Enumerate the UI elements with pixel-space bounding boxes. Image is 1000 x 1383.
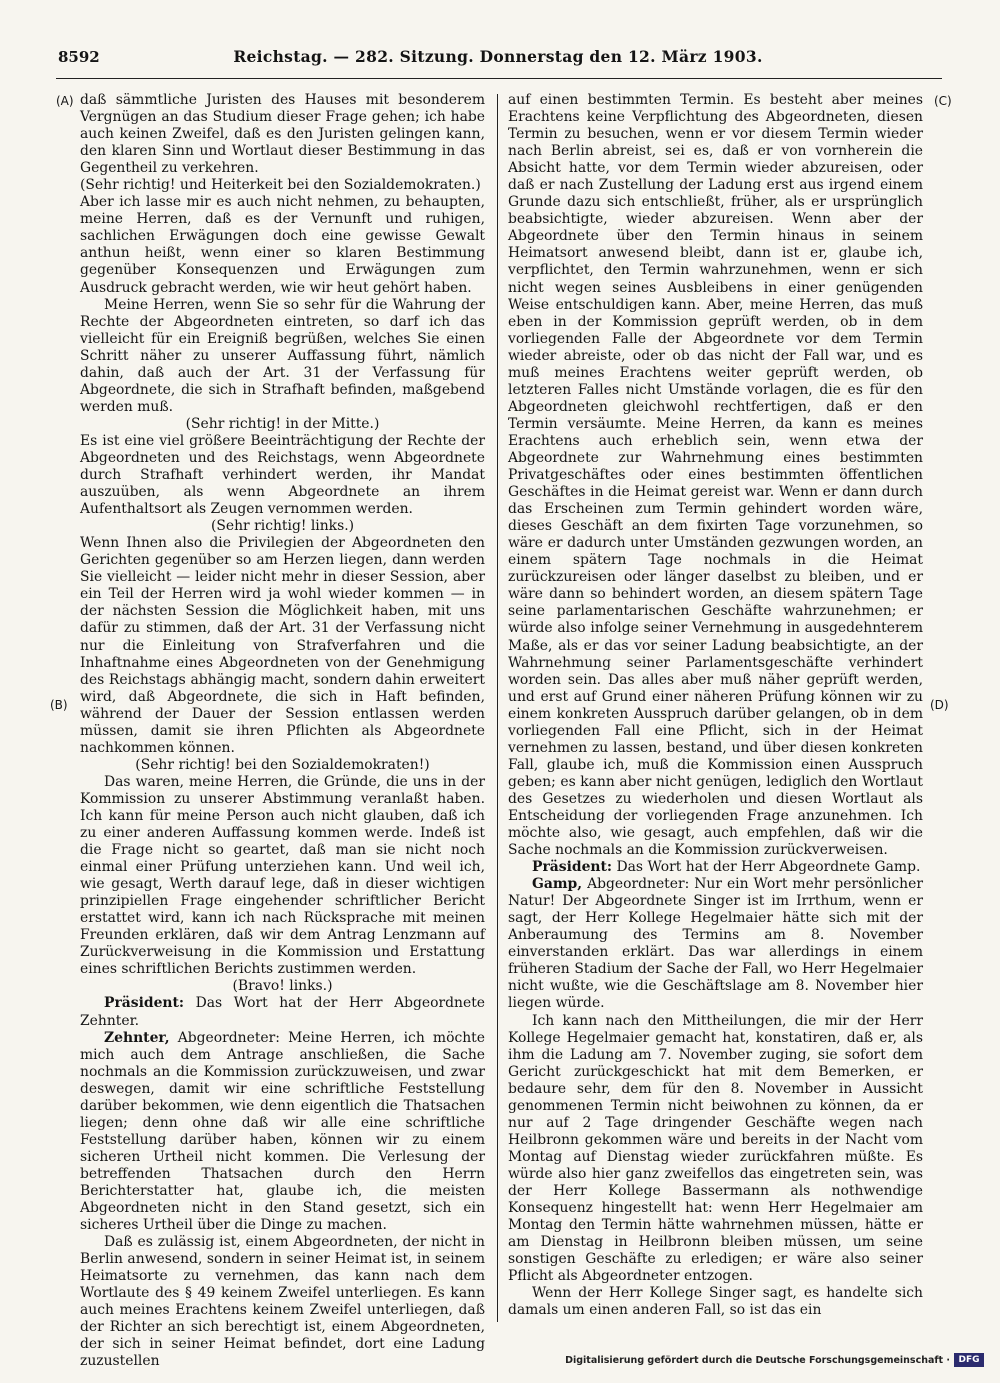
paragraph-text: Ich kann nach den Mittheilungen, die mir der Herr Kollege Hegelmaier gemacht hat, konstatiren, daß er, als ihm die Ladung am 7. November zuging, sie sofort dem Gericht zurückgeschickt hat mit dem Bemerken, er bedaure sehr, dem für den 8. November in Aussicht genommenen Termin nicht beiwohnen zu können, da er nur auf 2 Tage dringender Geschäfte wegen nach Heilbronn gekommen wäre und bereits in der Nacht vom Montag auf Dienstag wieder zurückfahren müßte. Es würde also hier ganz zweifellos das eingetreten sein, was der Herr Kollege Bassermann als nothwendige Konsequenz hingestellt hat: wenn Herr Hegelmaier am Montag den Termin hätte wahrnehmen müssen, hätte er am Dienstag in Heilbronn bleiben müssen, um seine sonstigen Geschäfte zu erledigen; er wäre also seiner Pflicht als Abgeordneter entzogen. [508, 1012, 923, 1285]
paragraph-text: Wenn Ihnen also die Privilegien der Abgeordneten den Gerichten gegenüber so am Herzen liegen, dann werden Sie vielleicht — leider nicht mehr in dieser Session, aber ein Teil der Herren wird ja wohl wieder kommen — in der nächsten Session die Möglichkeit haben, mit uns dafür zu stimmen, daß der Art. 31 der Verfassung nicht nur die Einleitung von Strafverfahren und die Inhaftnahme eines Abgeordneten von der Genehmigung des Reichstags abhängig macht, sondern dahin erweitert wird, daß Abgeordnete, die sich in Haft befinden, während der Dauer der Session entlassen werden müssen, damit sie ihren Pflichten als Abgeordnete nachkommen können. [80, 535, 485, 756]
paragraph [80, 177, 485, 194]
speaker-name: Präsident: [532, 859, 613, 876]
paragraph-text: (Sehr richtig! links.) [210, 518, 355, 535]
margin-marker-b: (B) [50, 698, 68, 712]
paragraph [80, 297, 485, 416]
paragraph-text: Das Wort hat der Herr Abgeordnete Zehnter. [80, 995, 486, 1029]
paragraph [80, 535, 485, 757]
speaker-name: Präsident: [104, 995, 185, 1012]
paragraph-text: (Sehr richtig! in der Mitte.) [185, 415, 380, 432]
paragraph [80, 433, 485, 518]
paragraph [508, 1013, 923, 1286]
margin-marker-c: (C) [934, 94, 952, 108]
interjection [80, 518, 485, 535]
speaker-name: Gamp, [532, 876, 583, 893]
paragraph [80, 774, 485, 979]
paragraph-text: (Sehr richtig! und Heiterkeit bei den Sozialdemokraten.) [80, 177, 481, 194]
paragraph-text: (Sehr richtig! bei den Sozialdemokraten!) [135, 756, 430, 773]
interjection [80, 978, 485, 995]
speaker-paragraph [80, 995, 485, 1029]
paragraph [80, 92, 485, 177]
paragraph [80, 194, 485, 296]
paragraph-text: Das Wort hat der Herr Abgeordnete Gamp. [616, 859, 921, 876]
page-footer [565, 1353, 984, 1367]
left-text-column [80, 92, 485, 1371]
paragraph-text: Das waren, meine Herren, die Gründe, die uns in der Kommission zu unserer Abstimmung veranlaßt haben. Ich kann für meine Person auch nicht glauben, daß ich zu einer anderen Auffassung kommen werde. Indeß ist die Frage nicht so geartet, daß man sie nicht noch einmal einer Prüfung unterziehen kann. Und weil ich, wie gesagt, Werth darauf lege, daß in dieser wichtigen prinzipiellen Frage eingehender schriftlicher Bericht erstattet wird, kann ich nach Rücksprache mit meinen Freunden erklären, daß wir dem Antrag Lenzmann auf Zurückverweisung in die Kommission und Erstattung eines schriftlichen Berichts zustimmen werden. [80, 773, 485, 978]
running-title: Reichstag. — 282. Sitzung. Donnerstag den 12. März 1903. [233, 47, 763, 66]
paragraph-text: Meine Herren, wenn Sie so sehr für die Wahrung der Rechte der Abgeordneten eintreten, so darf ich das vielleicht für ein Ereigniß begrüßen, welches Sie einen Schritt näher zu unserer Auffassung führt, nämlich dahin, daß auch der Art. 31 der Verfassung für Abgeordnete, die sich in Strafhaft befinden, maßgebend werden muß. [80, 296, 485, 415]
paragraph-text: Es ist eine viel größere Beeinträchtigung der Rechte der Abgeordneten und des Reichstags, wenn Abgeordnete durch Strafhaft verhindert werden, ihr Mandat auszuüben, als wenn Abgeordnete an ihrem Aufenthaltsort als Zeugen vernommen werden. [80, 432, 485, 518]
margin-marker-d: (D) [930, 698, 949, 712]
paragraph-text: daß sämmtliche Juristen des Hauses mit besonderem Vergnügen an das Studium dieser Frage gehen; ich habe auch keinen Zweifel, daß es den Juristen gelingen kann, den klaren Sinn und Wortlaut dieser Bestimmung in das Gegentheil zu verkehren. [80, 92, 485, 177]
margin-marker-a: (A) [56, 94, 74, 108]
page-number: 8592 [58, 48, 100, 66]
speaker-paragraph [80, 1030, 485, 1235]
paragraph-text: Abgeordneter: Nur ein Wort mehr persönlicher Natur! Der Abgeordnete Singer ist im Irrthum, wenn er sagt, der Herr Kollege Hegelmaier hätte sich mit der Anberaumung des Termins am 8. November einverstanden erklärt. Das war allerdings in einem früheren Stadium der Sache der Fall, wo Herr Hegelmaier nicht wußte, wie die Geschäftslage am 8. November hier liegen würde. [508, 876, 923, 1012]
paragraph-text: Daß es zulässig ist, einem Abgeordneten, der nicht in Berlin anwesend, sondern in seiner Heimat ist, in seinem Heimatsorte zu vernehmen, das kann nach dem Wortlaute des § 49 keinem Zweifel unterliegen. Es kann auch meines Erachtens keinem Zweifel unterliegen, daß der Richter an sich berechtigt ist, einem Abgeordneten, der sich in seiner Heimat befindet, dort eine Ladung zuzustellen [80, 1234, 485, 1370]
interjection [80, 757, 485, 774]
paragraph [80, 1234, 485, 1370]
footer-credit: Digitalisierung gefördert durch die Deutsche Forschungsgemeinschaft · [565, 1354, 950, 1366]
interjection [80, 416, 485, 433]
header-rule [56, 78, 942, 79]
page-header [58, 44, 938, 72]
paragraph-text: auf einen bestimmten Termin. Es besteht aber meines Erachtens keine Verpflichtung des Abgeordneten, diesen Termin zu besuchen, wenn er vor diesem Termin wieder nach Berlin abreist, sei es, daß er von vornherein die Absicht hatte, vor dem Termin wieder abzureisen, oder daß er nach Zustellung der Ladung erst aus irgend einem Grunde dazu sich entschließt, früher, als er ursprünglich beabsichtigte, wieder abzureisen. Wenn aber der Abgeordnete über den Termin hinaus in seinem Heimatsort anwesend bleibt, dann ist er, glaube ich, verpflichtet, den Termin wahrzunehmen, wenn er sich nicht wegen seines Ausbleibens in einer genügenden Weise entschuldigen kann. Aber, meine Herren, das muß eben in der Kommission geprüft werden, ob in dem vorliegenden Falle der Abgeordnete vor dem Termin wieder abreiste, oder ob das nicht der Fall war, und es muß meines Erachtens weiter geprüft werden, ob letzteren Falles nicht Umstände vorlagen, die es für den Abgeordneten gleichwohl rechtfertigen, daß er den Termin versäumte. Meine Herren, da kann es meines Erachtens auch erheblich sein, wenn etwa der Abgeordnete zur Wahrnehmung eines bestimmten Privatgeschäftes oder eines bestimmten öffentlichen Geschäftes in die Heimat gereist war. Wenn er dann durch das Erscheinen zum Termin gehindert worden wäre, dieses Geschäft an dem fixirten Tage vorzunehmen, so wäre er dadurch unter Umständen gezwungen worden, an einem spätern Tage nochmals in die Heimat zurückzureisen oder länger daselbst zu bleiben, und er wäre dann so behindert worden, an diesem spätern Tage seine parlamentarischen Geschäfte wahrzunehmen; er würde also infolge seiner Vernehmung in ausgedehnterem Maße, als er das vor seiner Ladung beabsichtigte, an der Wahrnehmung seiner Parlamentsgeschäfte verhindert worden sein. Das alles aber muß näher geprüft werden, und erst auf Grund einer näheren Prüfung können wir zu einem konkreten Ausspruch darüber gelangen, ob in dem vorliegenden Fall eine Pflicht, sich in der Heimat vernehmen zu lassen, bestand, und über diesen konkreten Fall, glaube ich, muß die Kommission einen Ausspruch geben; es kann aber nicht genügen, lediglich den Wortlaut des Gesetzes zu wiederholen und diesen Wortlaut als Entscheidung der vorliegenden Frage anzunehmen. Ich möchte also, wie gesagt, auch empfehlen, daß wir die Sache nochmals an die Kommission zurückverweisen. [508, 92, 923, 859]
paragraph-text: Abgeordneter: Meine Herren, ich möchte mich auch dem Antrage anschließen, die Sache nochmals an die Kommission zurückzuweisen, und zwar deswegen, damit wir eine schriftliche Feststellung darüber bekommen, wie denn eigentlich die Thatsachen liegen; denn ohne daß wir alle eine schriftliche Feststellung darüber haben, können wir zu einem sicheren Urtheil nicht kommen. Die Verlesung der betreffenden Thatsachen durch den Herrn Berichterstatter hat, glaube ich, die meisten Abgeordneten nicht in den Stand gesetzt, sich ein sicheres Urtheil über die Dinge zu machen. [80, 1029, 485, 1234]
paragraph [508, 1285, 923, 1319]
paragraph-text: Aber ich lasse mir es auch nicht nehmen, zu behaupten, meine Herren, daß es der Vernunft und ruhigen, sachlichen Erwägungen doch eine gewisse Gewalt anthun heißt, wenn einer so klaren Bestimmung gegenüber Konsequenzen und Erwägungen zum Ausdruck gebracht werden, wie wir heut gehört haben. [80, 194, 485, 296]
paragraph-text: Wenn der Herr Kollege Singer sagt, es handelte sich damals um einen anderen Fall, so ist das ein [508, 1285, 923, 1319]
speaker-paragraph [508, 876, 923, 1012]
paragraph [508, 92, 923, 859]
right-text-column [508, 92, 923, 1319]
dfg-logo: DFG [954, 1353, 984, 1367]
speaker-paragraph [508, 859, 923, 876]
paragraph-text: (Bravo! links.) [232, 978, 333, 995]
column-divider [497, 94, 498, 1322]
speaker-name: Zehnter, [104, 1029, 170, 1046]
